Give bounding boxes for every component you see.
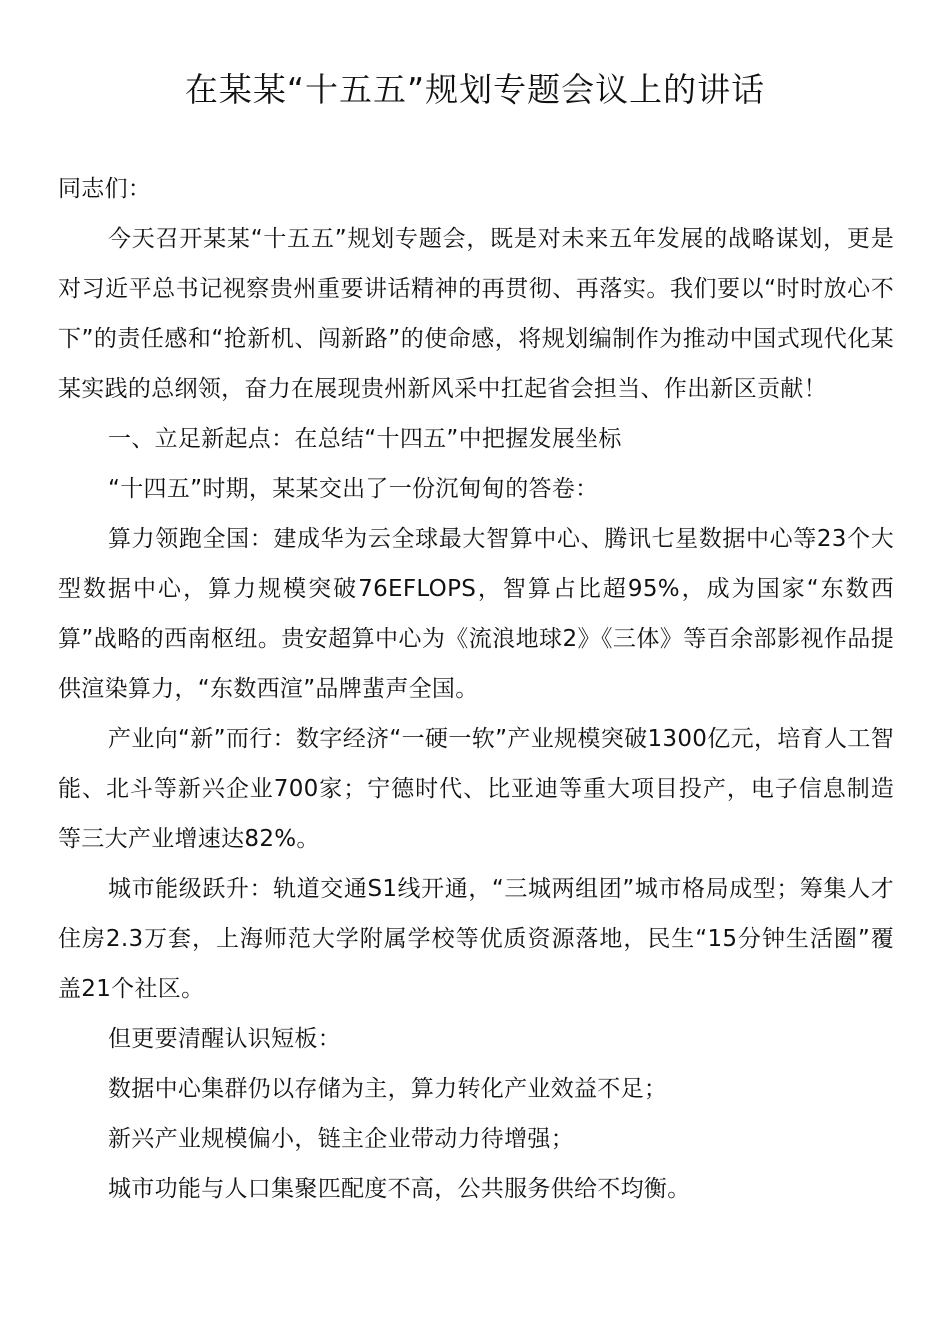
section-heading-1: 一、立足新起点：在总结“十四五”中把握发展坐标 <box>108 426 622 452</box>
salutation: 同志们： <box>58 176 152 202</box>
paragraph-computing-power: 算力领跑全国：建成华为云全球最大智算中心、腾讯七星数据中心等23个大型数据中心，算力规模突破76EFLOPS，智算占比超95%，成为国家“东数西算”战略的西南枢纽。贵安超算中心为《流浪地球2》《三体》等百余部影视作品提供渲染算力，“东数西渲”品牌蜚声全国。 <box>58 526 894 702</box>
paragraph-summary-lead: “十四五”时期，某某交出了一份沉甸甸的答卷： <box>108 476 599 502</box>
document-body <box>58 164 894 1214</box>
shortcoming-item-1: 数据中心集群仍以存储为主，算力转化产业效益不足； <box>108 1076 668 1102</box>
document-title: 在某某“十五五”规划专题会议上的讲话 <box>184 70 766 109</box>
shortcoming-item-2: 新兴产业规模偏小，链主企业带动力待增强； <box>108 1126 574 1152</box>
paragraph-intro: 今天召开某某“十五五”规划专题会，既是对未来五年发展的战略谋划，更是对习近平总书记视察贵州重要讲话精神的再贯彻、再落实。我们要以“时时放心不下”的责任感和“抢新机、闯新路”的使命感，将规划编制作为推动中国式现代化某某实践的总纲领，奋力在展现贵州新风采中扛起省会担当、作出新区贡献！ <box>58 226 894 402</box>
paragraph-shortcomings-lead: 但更要清醒认识短板： <box>108 1026 341 1052</box>
shortcoming-item-3: 城市功能与人口集聚匹配度不高，公共服务供给不均衡。 <box>108 1176 691 1202</box>
paragraph-city-level: 城市能级跃升：轨道交通S1线开通，“三城两组团”城市格局成型；筹集人才住房2.3万套，上海师范大学附属学校等优质资源落地，民生“15分钟生活圈”覆盖21个社区。 <box>58 876 894 1002</box>
paragraph-industry: 产业向“新”而行：数字经济“一硬一软”产业规模突破1300亿元，培育人工智能、北斗等新兴企业700家；宁德时代、比亚迪等重大项目投产，电子信息制造等三大产业增速达82%。 <box>58 726 894 852</box>
